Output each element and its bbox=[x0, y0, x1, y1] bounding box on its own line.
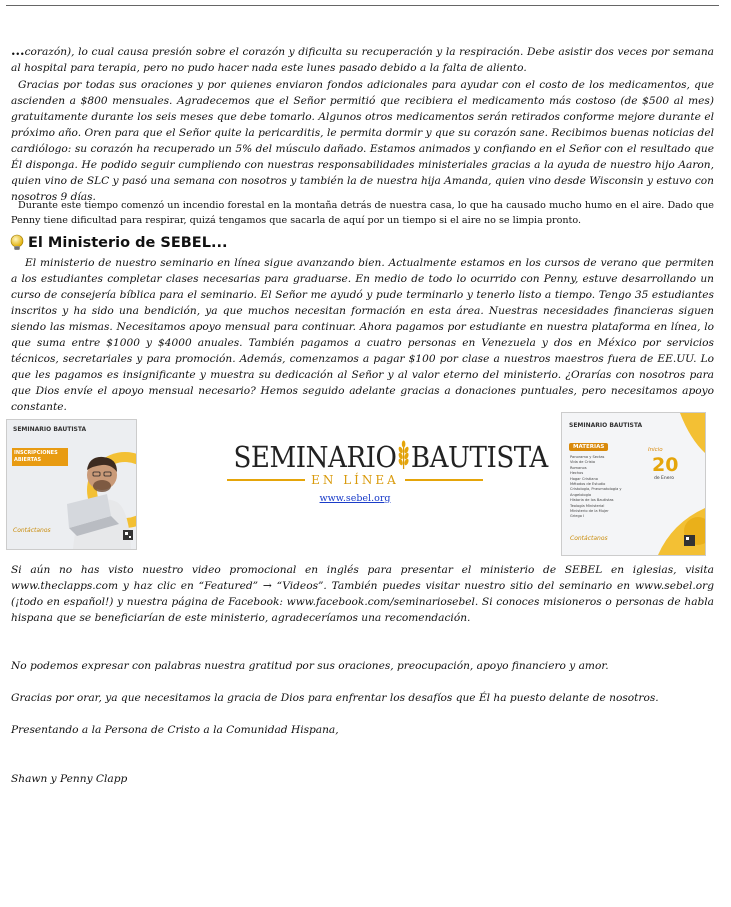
promo-start-label: Inicio bbox=[648, 447, 663, 453]
promo-left-footer: Contáctanos bbox=[13, 527, 51, 534]
paragraph-sebel-ministry: El ministerio de nuestro seminario en línea sigue avanzando bien. Actualmente estamos en los cursos de verano que permiten a los estudiantes completar clases necesarias para graduarse. En medio de todo lo ocurrido con Penny, estuve desarrollando un curso de consejería bíblica para el seminario. El Señor me ayudó y pude terminarlo y tenerlo listo a tiempo. Tengo 35 estudiantes inscritos y ha sido una bendición, ya que muchos necesitan formación en esta área. Nuestras necesidades financieras siguen siendo las mismas. Necesitamos apoyo mensual para continuar. Ahora pagamos por estudiante en nuestra plataforma en línea, lo que suma entre $1000 y $4000 anuales. También pagamos a cuatro personas en Venezuela y dos en México por servicios técnicos, secretariales y para promoción. Además, comenzamos a pagar $100 por clase a nuestros maestros fuera de EE.UU. Lo que les pagamos es insignificante y muestra su dedicación al Señor y al valor eterno del ministerio. ¿Orarías con nosotros para que Dios envíe el apoyo mensual necesario? Hemos seguido adelante gracias a donaciones puntuales, pero necesitamos apoyo constante. bbox=[11, 257, 714, 413]
promo-subject-list bbox=[570, 455, 636, 520]
promo-right-footer: Contáctanos bbox=[570, 535, 608, 542]
paragraph-thanks-medications: Gracias por todas sus oraciones y por quienes enviaron fondos adicionales para ayudar con el costo de los medicamentos, que ascienden a $800 mensuales. Agradecemos que el Señor permitió que recibiera el medicamento más costoso (de $500 al mes) gratuitamente durante los seis meses que debe tomarlo. Algunos otros medicamentos serán retirados conforme mejore durante el próximo año. Oren para que el Señor quite la pericarditis, le permita dormir y que su corazón sane. Recibimos buenas noticias del cardiólogo: su corazón ha recuperado un 5% del músculo dañado. Estamos animados y confiando en el Señor con el resultado que Él disponga. He podido seguir cumpliendo con nuestras responsabilidades ministeriales gracias a la ayuda de nuestro hijo Aaron, quien vino de SLC y pasó una semana con nosotros y también la de nuestra hija Amanda, quien vino desde Wisconsin y estuvo con nosotros 9 días. bbox=[11, 79, 714, 203]
paragraph-lead-ellipsis: ... bbox=[11, 44, 25, 59]
subject-item: Teología Ministerial bbox=[570, 503, 605, 508]
logo-subtitle bbox=[220, 474, 490, 486]
paragraph-text: corazón), lo cual causa presión sobre el corazón y dificulta su recuperación y la respiración. Debe asistir dos veces por semana al hospital para terapia, pero no pudo hacer nada este lunes pasado debido a la falta de aliento. bbox=[11, 46, 714, 74]
promo-image-enrollment bbox=[6, 419, 137, 550]
paragraph-health-update bbox=[11, 44, 714, 76]
subject-item: Historia de los Bautistas bbox=[570, 498, 614, 503]
section-heading-text: El Ministerio de SEBEL... bbox=[28, 235, 228, 251]
promo-image-subjects bbox=[561, 412, 706, 556]
promo-right-brand: SEMINARIO BAUTISTA bbox=[569, 422, 643, 429]
sebel-website-link[interactable]: www.sebel.org bbox=[319, 493, 391, 504]
paragraph-video-promo: Si aún no has visto nuestro video promocional en inglés para presentar el ministerio de SEBEL en iglesias, visita www.theclapps.com y haz clic en “Featured” → “Videos”. También puedes visitar nuestro sitio del seminario en www.sebel.org (¡todo en español!) y nuestra página de Facebook: www.facebook.com/seminariosebel. Si conoces misioneros o personas de habla hispana que se beneficiarían de este ministerio, agradeceríamos una recomendación. bbox=[11, 564, 714, 624]
subject-item: Romanos bbox=[570, 465, 587, 470]
wheat-icon bbox=[396, 440, 410, 470]
lightbulb-icon bbox=[9, 234, 25, 252]
subject-item: Ministerio de la Mujer bbox=[570, 509, 609, 514]
paragraph-prayer: Gracias por orar, ya que necesitamos la gracia de Dios para enfrentar los desafíos que Él ha puesto delante de nosotros. bbox=[11, 692, 659, 704]
logo-wordmark bbox=[233, 440, 548, 474]
logo-word-left: SEMINARIO bbox=[233, 440, 397, 474]
signature: Shawn y Penny Clapp bbox=[11, 773, 128, 785]
section-heading bbox=[9, 234, 227, 252]
promo-left-brand: SEMINARIO BAUTISTA bbox=[13, 426, 87, 433]
subject-item: Métodos de Estudio bbox=[570, 482, 606, 487]
subject-item: Hogar Cristiano bbox=[570, 476, 598, 481]
paragraph-wildfire: Durante este tiempo comenzó un incendio forestal en la montaña detrás de nuestra casa, lo que ha causado mucho humo en el aire. Dado que Penny tiene dificultad para respirar, quizá tengamos que sacarla de aquí por un tiempo si el aire no se limpia pronto. bbox=[11, 200, 714, 226]
paragraph-closing: Presentando a la Persona de Cristo a la Comunidad Hispana, bbox=[11, 724, 339, 736]
subject-item: Vida de Cristo bbox=[570, 460, 596, 465]
promo-left-banner: INSCRIPCIONES ABIERTAS bbox=[12, 448, 68, 466]
promo-start-month: de Enero bbox=[654, 476, 675, 481]
logo-bar-left bbox=[227, 479, 305, 481]
promo-right-tag: MATERIAS bbox=[569, 443, 608, 451]
subject-item: Griego I bbox=[570, 514, 585, 519]
top-divider bbox=[6, 5, 719, 6]
logo-word-right: BAUTISTA bbox=[410, 440, 548, 474]
seminario-logo bbox=[220, 440, 548, 520]
subject-item: Cristología, Pneumatología y Angelología bbox=[570, 487, 622, 497]
subject-item: Panorama y Sectas bbox=[570, 455, 605, 459]
logo-subtitle-text: EN LÍNEA bbox=[311, 473, 399, 487]
promo-start-day: 20 bbox=[652, 454, 679, 476]
paragraph-gratitude: No podemos expresar con palabras nuestra gratitud por sus oraciones, preocupación, apoyo financiero y amor. bbox=[11, 660, 609, 672]
logo-bar-right bbox=[405, 479, 483, 481]
subject-item: Hechos bbox=[570, 471, 584, 476]
